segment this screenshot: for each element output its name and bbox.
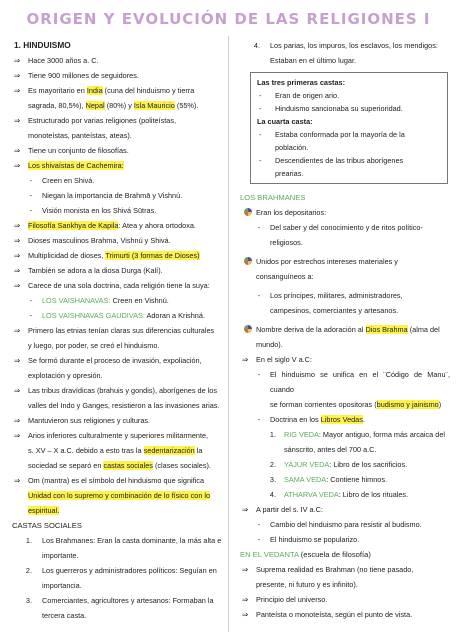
dash-icon: -: [29, 296, 32, 305]
list-item: ⇒ Mantuvieron sus religiones y culturas.: [6, 413, 222, 428]
arrow-icon: ⇒: [241, 355, 248, 364]
sub-item: - Cambio del hinduismo para resistir al budismo.: [257, 520, 422, 529]
arrow-icon: ⇒: [241, 565, 248, 574]
sub-item-cont: campesinos, comerciantes y artesanos.: [270, 306, 399, 315]
box-item-cont: prearias.: [275, 169, 304, 178]
list-item: ⇒ También se adora a la diosa Durga (Kalí).: [6, 263, 222, 278]
arrow-icon: ⇒: [13, 416, 20, 425]
highlight: espiritual.: [28, 506, 60, 515]
arrow-icon: ⇒: [13, 251, 20, 260]
box-item: - Descendientes de las tribus aborígenes: [259, 156, 404, 165]
arrow-icon: ⇒: [13, 281, 20, 290]
list-item: ⇒ Tiene un conjunto de filosofías.: [6, 143, 222, 158]
section-heading-vedanta: EN EL VEDANTA (escuela de filosofía): [240, 550, 371, 559]
sub-item: - LOS VAISHANAVAS: Creen en Vishnú.: [6, 293, 222, 308]
column-divider: [228, 36, 229, 632]
veda-item: 2. YAJUR VEDA: Libro de los sacrificios.: [269, 460, 408, 469]
numbered-item-cont: Estaban en el último lugar.: [270, 56, 356, 65]
castas-summary-box: [250, 72, 448, 184]
box-item: - Estaba conformada por la mayoría de la: [259, 130, 405, 139]
list-item: ⇒ Om (mantra) es el símbolo del hinduismo que significa: [6, 473, 222, 488]
arrow-icon: ⇒: [13, 86, 20, 95]
list-item-cont: [6, 488, 222, 503]
spinner-bullet-icon: [244, 257, 252, 265]
list-item-cont: mundo).: [256, 340, 283, 349]
sub-item: - Creen en Shivá.: [6, 173, 222, 188]
numbered-item-cont: importancia.: [42, 581, 82, 590]
sub-item-cont: religiosos.: [270, 238, 303, 247]
list-item: ⇒ A partir del s. IV a.C:: [234, 502, 450, 517]
highlight: Nepal: [85, 101, 105, 110]
list-item-cont: sagrada, 80,5%), Nepal (80%) y Isla Mauricio (55%).: [28, 101, 199, 110]
box-heading: La cuarta casta:: [257, 117, 313, 126]
sub-item: - El hinduismo se popularizo.: [257, 535, 360, 544]
highlight: India: [86, 86, 103, 95]
arrow-icon: ⇒: [13, 161, 20, 170]
numbered-item: 3. Comerciantes, agricultores y artesanos: Formaban la: [25, 596, 214, 605]
arrow-icon: ⇒: [13, 71, 20, 80]
highlight: Libros Vedas: [320, 415, 363, 424]
highlight: Unidad con lo supremo y combinación de lo físico con lo: [28, 491, 211, 500]
arrow-icon: ⇒: [13, 221, 20, 230]
list-item-cont: valles del Indo y Ganges, resistieron a las invasiones arias.: [28, 401, 220, 410]
list-item: ⇒ Se formó durante el proceso de invasión, expoliación,: [6, 353, 222, 368]
right-column: [234, 38, 450, 622]
dash-icon: -: [29, 191, 32, 200]
page-title: ORIGEN Y EVOLUCIÓN DE LAS RELIGIONES I: [26, 10, 431, 28]
numbered-item: 2. Los guerreros y administradores políticos: Seguían en: [25, 566, 217, 575]
highlight: sedentarización: [143, 446, 195, 455]
arrow-icon: ⇒: [13, 386, 20, 395]
arrow-icon: ⇒: [13, 476, 20, 485]
list-item: ⇒ Carece de una sola doctrina, cada religión tiene la suya:: [6, 278, 222, 293]
list-item-cont: y luego, por poder, se creó el hinduismo.: [28, 341, 160, 350]
arrow-icon: ⇒: [13, 236, 20, 245]
list-item-cont: explotación y opresión.: [28, 371, 103, 380]
section-heading-brahmanes: LOS BRAHMANES: [240, 193, 306, 202]
sub-item-cont: se forman corrientes opositoras (budismo y jainismo): [270, 400, 442, 409]
list-item: ⇒ Filosofía Sankhya de Kapila: Atea y ahora ortodoxa.: [6, 218, 222, 233]
list-item: ⇒ Arios inferiores culturalmente y superiores militarmente,: [6, 428, 222, 443]
sub-item: - Los príncipes, militares, administradores,: [257, 291, 403, 300]
left-column: [6, 38, 222, 623]
highlight: Isla Mauricio: [133, 101, 175, 110]
numbered-item: 4. Los parias, los impuros, los esclavos, los mendigos:: [253, 41, 438, 50]
spinner-bullet-icon: [244, 325, 252, 333]
veda-item-cont: sánscrito, antes del 700 a.C.: [284, 445, 377, 454]
list-item: ⇒ Tiene 900 millones de seguidores.: [6, 68, 222, 83]
list-item-cont: presente, ni futuro y es infinito).: [256, 580, 358, 589]
veda-item: 4. ATHARVA VEDA: Libro de los rituales.: [269, 490, 409, 499]
list-item-cont: monoteístas, panteístas, ateas).: [28, 131, 132, 140]
arrow-icon: ⇒: [13, 56, 20, 65]
list-item: ⇒ Panteísta o monoteísta, según el punto de vista.: [234, 607, 450, 622]
arrow-icon: ⇒: [13, 266, 20, 275]
arrow-icon: ⇒: [13, 116, 20, 125]
highlight: Dios Brahma: [365, 325, 408, 334]
list-item-cont: [6, 503, 222, 518]
list-item: Eran los depositarios:: [234, 205, 450, 220]
box-item: - Hinduismo sancionaba su superioridad.: [259, 104, 403, 113]
sub-item: - Del saber y del conocimiento y de ritos político-: [257, 223, 423, 232]
list-item-cont: sociedad se separó en castas sociales (clases sociales).: [28, 461, 211, 470]
arrow-icon: ⇒: [241, 505, 248, 514]
highlight: castas sociales: [103, 461, 153, 470]
box-heading: Las tres primeras castas:: [257, 78, 346, 87]
list-item: Unidos por estrechos intereses materiales y: [234, 254, 450, 269]
dash-icon: -: [29, 206, 32, 215]
veda-item: 1. RIG VEDA: Mayor antiguo, forma más arcaica del: [269, 430, 446, 439]
numbered-item-cont: tercera casta.: [42, 611, 87, 620]
highlight: Filosofía Sankhya de Kapila: [28, 221, 119, 230]
arrow-icon: ⇒: [241, 595, 248, 604]
section-heading-castas: CASTAS SOCIALES: [12, 521, 82, 530]
spinner-bullet-icon: [244, 208, 252, 216]
box-item-cont: población.: [275, 143, 309, 152]
list-item-cont: consanguíneos a:: [256, 272, 314, 281]
list-item: ⇒ Es mayoritario en India (cuna del hinduismo y tierra: [6, 83, 222, 98]
numbered-item: 1. Los Brahmanes: Eran la casta dominante, la más alta e: [25, 536, 222, 545]
dash-icon: -: [29, 311, 32, 320]
sub-item: - Doctrina en los Libros Vedas.: [257, 415, 365, 424]
sub-item: - LOS VAISHNAVAS GAUDIVAS: Adoran a Krishná.: [6, 308, 222, 323]
numbered-item-cont: importante.: [42, 551, 79, 560]
list-item: ⇒ Hace 3000 años a. C.: [6, 53, 222, 68]
list-item: Nombre deriva de la adoración al Dios Brahma (alma del: [234, 322, 450, 337]
arrow-icon: ⇒: [13, 326, 20, 335]
list-item: ⇒ En el siglo V a.C:: [234, 352, 450, 367]
sub-item: - El hinduismo se unifica en el ¨Código de Manu¨, cuando: [257, 370, 450, 394]
arrow-icon: ⇒: [241, 610, 248, 619]
highlight: budismo y jainismo: [376, 400, 439, 409]
arrow-icon: ⇒: [13, 146, 20, 155]
list-item: ⇒ Las tribus dravídicas (brahuis y gondis), aborígenes de los: [6, 383, 222, 398]
arrow-icon: ⇒: [13, 431, 20, 440]
list-item: ⇒ Multiplicidad de dioses, Trimurti (3 formas de Dioses): [6, 248, 222, 263]
section-heading-hinduismo: 1. HINDUISMO: [14, 40, 71, 50]
highlight: Los shivaístas de Cachemira:: [28, 161, 124, 170]
highlight: Trimurti (3 formas de Dioses): [105, 251, 200, 260]
list-item: ⇒ Estructurado por varias religiones (politeístas,: [6, 113, 222, 128]
sub-item: - Visión monista en los Shivá Sūtras.: [6, 203, 222, 218]
box-item: - Eran de origen ario.: [259, 91, 340, 100]
list-item: ⇒ Dioses masculinos Brahma, Vishnú y Shivá.: [6, 233, 222, 248]
dash-icon: -: [29, 176, 32, 185]
arrow-icon: ⇒: [13, 356, 20, 365]
list-item: ⇒ Primero las etnias tenían claras sus diferencias culturales: [6, 323, 222, 338]
list-item: ⇒ Principio del universo.: [234, 592, 450, 607]
list-item: ⇒ Suprema realidad es Brahman (no tiene pasado,: [234, 562, 450, 577]
sub-item: - Niegan la importancia de Brahmā y Vishnú.: [6, 188, 222, 203]
veda-item: 3. SAMA VEDA: Contiene himnos.: [269, 475, 388, 484]
list-item-cont: s. XV – X a.C. debido a esto tras la sedentarización la: [28, 446, 203, 455]
list-item: [6, 158, 222, 173]
